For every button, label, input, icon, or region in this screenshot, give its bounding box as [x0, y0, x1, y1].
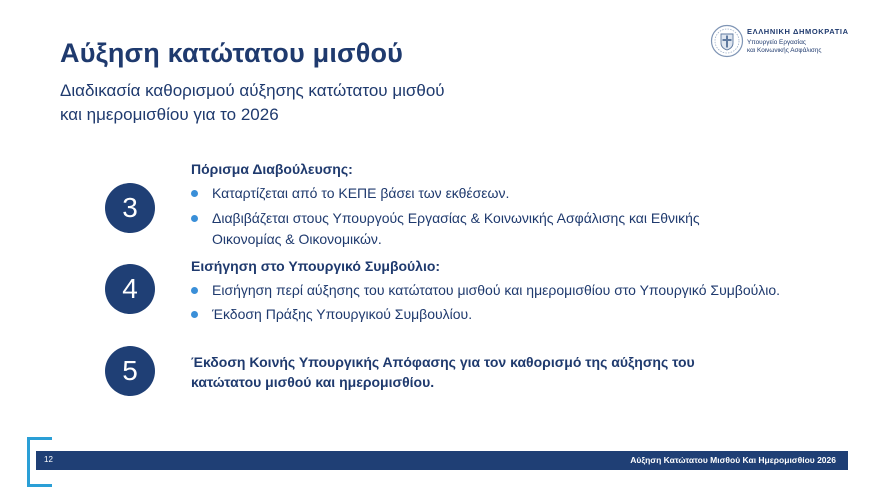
step-3-bullet-2-text: Διαβιβάζεται στους Υπουργούς Εργασίας & Κοινωνικής Ασφάλισης και Εθνικής — [212, 210, 700, 226]
step-4-bullet-2 — [191, 304, 472, 325]
step-3-bullet-1-text: Καταρτίζεται από το ΚΕΠΕ βάσει των εκθέσεων. — [212, 185, 510, 201]
bullet-dot-icon — [191, 311, 198, 318]
slide-subtitle — [60, 79, 520, 127]
slide-title: Αύξηση κατώτατου μισθού — [60, 38, 404, 68]
step-4-bullet-1 — [191, 280, 780, 301]
step-number-3: 3 — [105, 183, 155, 233]
footer-bar — [36, 451, 848, 470]
step-3-bullet-1 — [191, 183, 509, 204]
step-5-heading-line-2: κατώτατου μισθού και ημερομισθίου. — [191, 374, 435, 390]
logo-ministry-line-1: Υπουργείο Εργασίας — [747, 39, 806, 46]
ministry-logo — [710, 24, 860, 64]
bullet-dot-icon — [191, 215, 198, 222]
step-3-heading: Πόρισμα Διαβούλευσης: — [191, 161, 353, 177]
step-5-heading — [191, 352, 695, 392]
step-3-bullet-2 — [191, 208, 700, 250]
step-number-4: 4 — [105, 264, 155, 314]
subtitle-line-2: και ημερομισθίου για το 2026 — [60, 105, 279, 124]
step-5-heading-line-1: Έκδοση Κοινής Υπουργικής Απόφασης για τον καθορισμό της αύξησης του — [191, 354, 695, 370]
step-4-heading: Εισήγηση στο Υπουργικό Συμβούλιο: — [191, 258, 441, 274]
logo-ministry-line-2: και Κοινωνικής Ασφάλισης — [747, 47, 822, 54]
step-4-bullet-2-text: Έκδοση Πράξης Υπουργικού Συμβουλίου. — [212, 306, 473, 322]
step-4-bullet-1-text: Εισήγηση περί αύξησης του κατώτατου μισθού και ημερομισθίου στο Υπουργικό Συμβούλιο. — [212, 282, 781, 298]
logo-country-name: ΕΛΛΗΝΙΚΗ ΔΗΜΟΚΡΑΤΙΑ — [747, 27, 849, 36]
step-number-5: 5 — [105, 346, 155, 396]
page-number: 12 — [44, 455, 53, 464]
step-3-bullet-2-continuation: Οικονομίας & Οικονομικών. — [212, 231, 382, 247]
coat-of-arms-icon — [710, 24, 744, 58]
subtitle-line-1: Διαδικασία καθορισμού αύξησης κατώτατου μισθού — [60, 81, 445, 100]
bullet-dot-icon — [191, 190, 198, 197]
footer-title: Αύξηση Κατώτατου Μισθού Και Ημερομισθίου 2026 — [630, 455, 836, 465]
bullet-dot-icon — [191, 287, 198, 294]
